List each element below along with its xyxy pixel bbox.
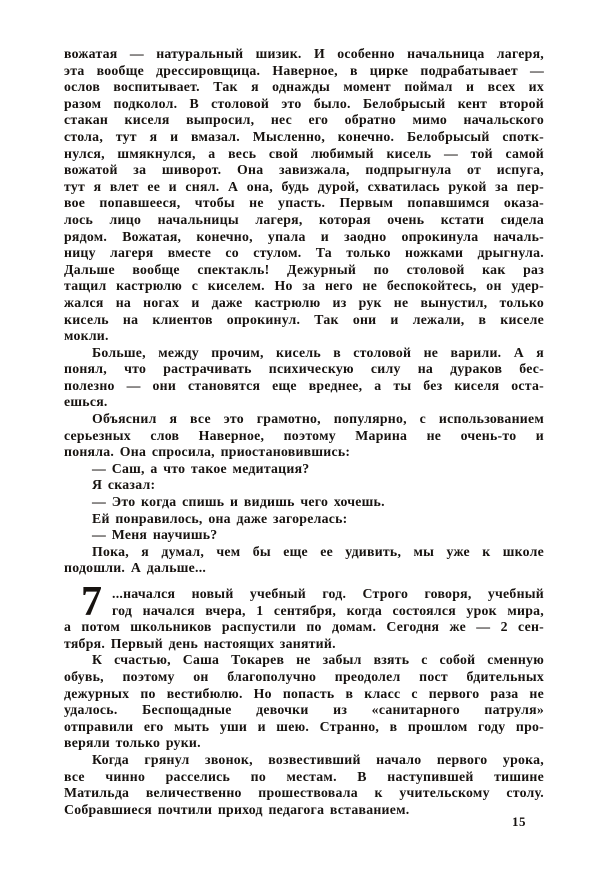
text-line: — Это когда спишь и видишь чего хочешь. bbox=[92, 494, 385, 510]
dialogue-paragraph bbox=[64, 477, 544, 494]
text-line: — Меня научишь? bbox=[92, 527, 218, 543]
paragraph bbox=[64, 586, 544, 652]
text-line: полезно — они становятся еще вреднее, а ты без киселя оста- bbox=[64, 377, 544, 393]
text-line: понял, что растрачивать психическую силу на дураков бес- bbox=[64, 361, 544, 377]
dialogue-paragraph bbox=[64, 461, 544, 478]
dialogue-paragraph bbox=[64, 511, 544, 528]
text-line: тащил кастрюлю с киселем. Но за него не беспокойтесь, он удер- bbox=[64, 278, 544, 294]
text-line: Матильда величественно прошествовала к учительскому столу. bbox=[64, 785, 544, 801]
text-line: дежурных по вестибюлю. Но попасть в класс с первого раза не bbox=[64, 685, 544, 701]
text-line: нулся, шмякнулся, а весь свой любимый кисель — той самой bbox=[64, 145, 544, 161]
text-line: поняла. Она спросила, приостановившись: bbox=[64, 444, 351, 460]
text-line: тут я влет ее и снял. А она, будь дурой, схватилась рукой за пер- bbox=[64, 178, 544, 194]
page-number: 15 bbox=[512, 814, 526, 829]
text-block bbox=[64, 46, 544, 818]
text-line: мокли. bbox=[64, 328, 109, 344]
text-line: отправили его мыть уши и шею. Странно, в прошлом году про- bbox=[64, 718, 544, 734]
text-line: удалось. Беспощадные девочки из «санитарного патруля» bbox=[64, 702, 544, 718]
paragraph bbox=[64, 411, 544, 461]
text-line: все чинно расселись по местам. В наступившей тишине bbox=[64, 768, 544, 784]
text-line: К счастью, Саша Токарев не забыл взять с собой сменную bbox=[92, 652, 544, 668]
text-line: Больше, между прочим, кисель в столовой не варили. А я bbox=[92, 344, 544, 360]
text-line: ницу лагеря вместе со стулом. Та только ножками дрыгнула. bbox=[64, 245, 544, 261]
paragraph bbox=[64, 46, 544, 345]
text-line: — Саш, а что такое медитация? bbox=[92, 460, 310, 476]
dialogue-paragraph bbox=[64, 527, 544, 544]
dialogue-paragraph bbox=[64, 494, 544, 511]
text-line: а потом школьников распустили по домам. Сегодня же — 2 сен- bbox=[64, 619, 544, 635]
text-line: подошли. А дальше... bbox=[64, 560, 207, 576]
section-chapter-7 bbox=[64, 579, 544, 818]
text-line: Я сказал: bbox=[92, 477, 156, 493]
text-line: год начался вчера, 1 сентября, когда состоялся урок мира, bbox=[112, 602, 544, 618]
text-line: ешься. bbox=[64, 394, 108, 410]
text-line: вое попавшееся, чтобы не упасть. Первым попавшимся оказа- bbox=[64, 195, 544, 211]
text-line: тября. Первый день настоящих занятий. bbox=[64, 635, 336, 651]
text-line: ослов воспитывает. Так я однажды момент поймал и всех их bbox=[64, 79, 544, 95]
text-line: Дальше вообще спектакль! Дежурный по столовой как раз bbox=[64, 261, 544, 277]
text-line: стола, тут я и вмазал. Мысленно, конечно. Белобрысый спотк- bbox=[64, 128, 544, 144]
text-line: Объяснил я все это грамотно, популярно, с использованием bbox=[92, 411, 544, 427]
paragraph bbox=[64, 345, 544, 411]
text-line: Собравшиеся почтили приход педагога вставанием. bbox=[64, 801, 410, 817]
paragraph bbox=[64, 752, 544, 818]
text-line: ...начался новый учебный год. Строго говоря, учебный bbox=[112, 586, 544, 601]
text-line: вожатой за шиворот. Она завизжала, подпрыгнула от испуга, bbox=[64, 162, 544, 178]
paragraph bbox=[64, 652, 544, 752]
text-line: рядом. Вожатая, конечно, упала и заодно опрокинула началь- bbox=[64, 228, 544, 244]
text-line: веряли только руки. bbox=[64, 735, 201, 751]
text-line: лось лицо начальницы лагеря, которая очень кстати сидела bbox=[64, 211, 544, 227]
text-line: серьезных слов Наверное, поэтому Марина не очень-то и bbox=[64, 427, 544, 443]
text-line: Ей понравилось, она даже загорелась: bbox=[92, 510, 348, 526]
text-line: жался на ногах и даже кастрюлю из рук не вынустил, только bbox=[64, 294, 544, 310]
text-line: обувь, поэтому он благополучно преодолел пост бдительных bbox=[64, 668, 544, 684]
text-line: стакан киселя выпросил, нес его обратно мимо начальского bbox=[64, 112, 544, 128]
chapter-number: 7 bbox=[81, 579, 102, 625]
paragraph bbox=[64, 544, 544, 577]
text-line: Когда грянул звонок, возвестивший начало первого урока, bbox=[92, 751, 544, 767]
section-continuation bbox=[64, 46, 544, 577]
text-line: вожатая — натуральный шизик. И особенно начальница лагеря, bbox=[64, 46, 544, 61]
text-line: разом подколол. В столовой это было. Белобрысый кент второй bbox=[64, 95, 544, 111]
text-line: кисель на клиентов опрокинул. Так они и лежали, в киселе bbox=[64, 311, 544, 327]
text-line: эта вообще дрессировщица. Наверное, в цирке подрабатывает — bbox=[64, 62, 544, 78]
text-line: Пока, я думал, чем бы еще ее удивить, мы уже к школе bbox=[92, 543, 544, 559]
